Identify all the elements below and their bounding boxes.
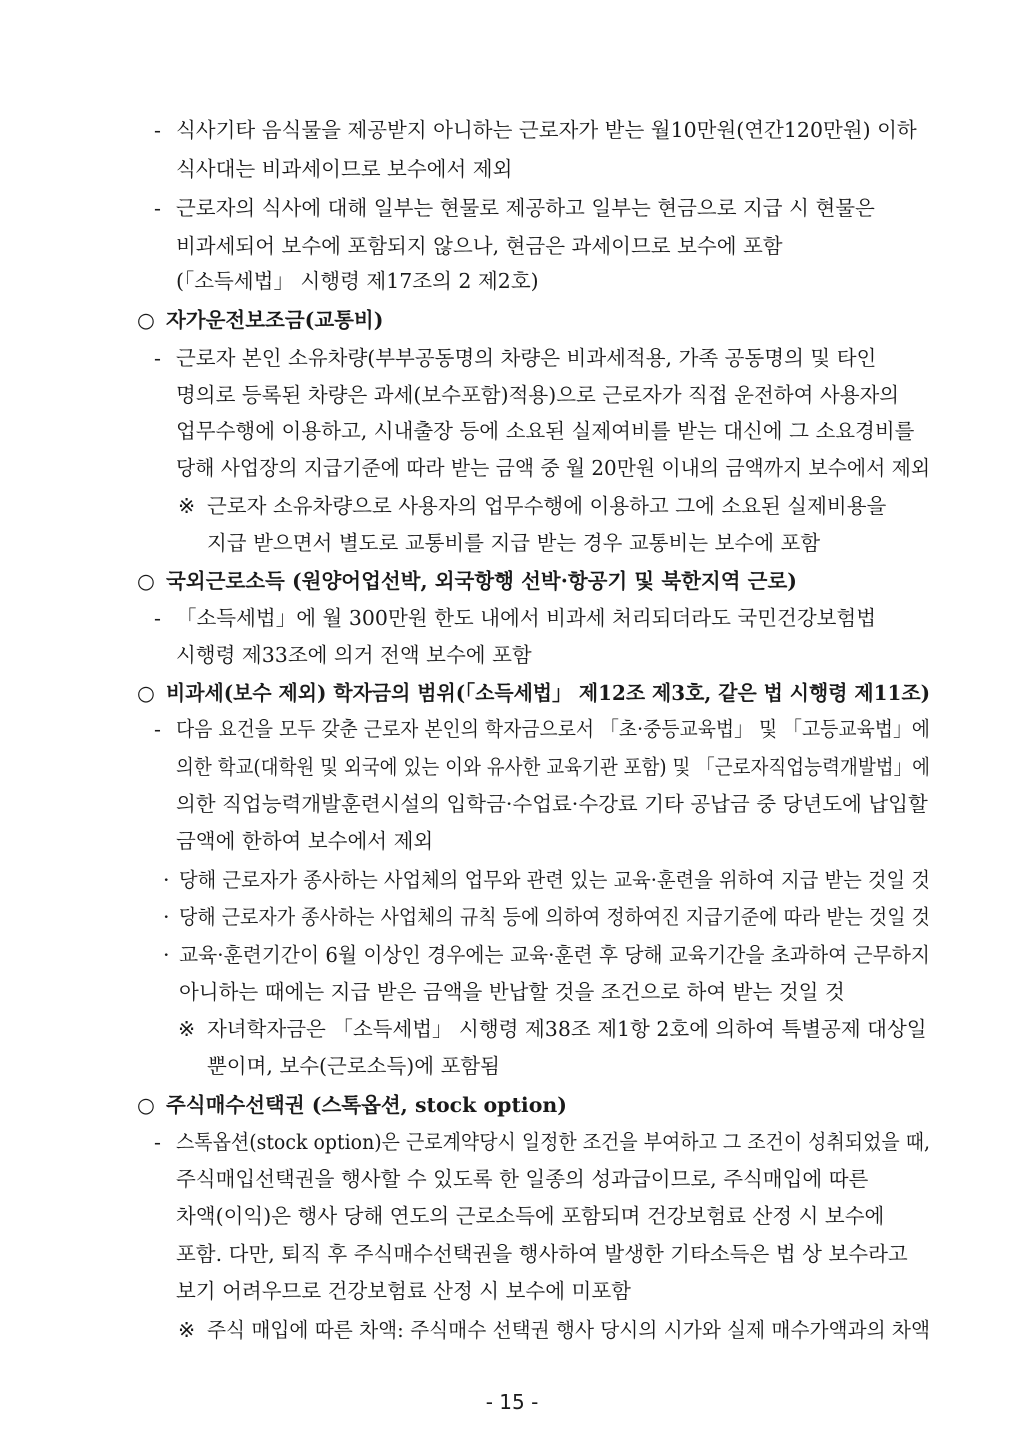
heading-text: 자가운전보조금(교통비) bbox=[166, 308, 384, 332]
line-marker: - bbox=[154, 196, 161, 220]
line-text: 명의로 등록된 차량은 과세(보수포함)적용)으로 근로자가 직접 운전하여 사용자의 bbox=[176, 383, 900, 407]
middle-dot-icon: · bbox=[163, 943, 170, 967]
heading-text: 비과세(보수 제외) 학자금의 범위(「소득세법」 제12조 제3호, 같은 법 시행령 제11조) bbox=[166, 681, 931, 705]
line-text: 보기 어려우므로 건강보험료 산정 시 보수에 미포함 bbox=[176, 1279, 631, 1303]
reference-mark-icon: ※ bbox=[178, 494, 196, 518]
line-text: 차액(이익)은 행사 당해 연도의 근로소득에 포함되며 건강보험료 산정 시 보수에 bbox=[176, 1204, 885, 1228]
requirement-text: 당해 근로자가 종사하는 사업체의 업무와 관련 있는 교육·훈련을 위하여 지급 받는 것일 것 bbox=[179, 868, 930, 892]
line-text: 당해 사업장의 지급기준에 따라 받는 금액 중 월 20만원 이내의 금액까지 보수에서 제외 bbox=[176, 456, 931, 480]
line-text: 다음 요건을 모두 갖춘 근로자 본인의 학자금으로서 「초·중등교육법」 및 「고등교육법」에 bbox=[176, 717, 931, 741]
line-text: 식사기타 음식물을 제공받지 아니하는 근로자가 받는 월10만원(연간120만원) 이하 bbox=[176, 118, 917, 142]
line-text: 스톡옵션(stock option)은 근로계약당시 일정한 조건을 부여하고 그 조건이 성취되었을 때, bbox=[176, 1130, 931, 1154]
middle-dot-icon: · bbox=[163, 905, 170, 929]
line-text: 아니하는 때에는 지급 받은 금액을 반납할 것을 조건으로 하여 받는 것일 것 bbox=[179, 980, 845, 1004]
line-text: 금액에 한하여 보수에서 제외 bbox=[176, 829, 434, 853]
circle-bullet-icon: ○ bbox=[137, 569, 155, 593]
circle-bullet-icon: ○ bbox=[137, 308, 155, 332]
line-text: 「소득세법」에 월 300만원 한도 내에서 비과세 처리되더라도 국민건강보험법 bbox=[176, 606, 877, 630]
line-text: 시행령 제33조에 의거 전액 보수에 포함 bbox=[176, 643, 532, 667]
line-text: 의한 직업능력개발훈련시설의 입학금·수업료·수강료 기타 공납금 중 당년도에 납입할 bbox=[176, 792, 928, 816]
heading-text: 국외근로소득 (원양어업선박, 외국항행 선박·항공기 및 북한지역 근로) bbox=[166, 569, 797, 593]
requirement-text: 당해 근로자가 종사하는 사업체의 규칙 등에 의하여 정하여진 지급기준에 따라 받는 것일 것 bbox=[179, 905, 930, 929]
line-text: 의한 학교(대학원 및 외국에 있는 이와 유사한 교육기관 포함) 및 「근로자직업능력개발법」에 bbox=[176, 755, 930, 779]
line-text: 업무수행에 이용하고, 시내출장 등에 소요된 실제여비를 받는 대신에 그 소요경비를 bbox=[176, 419, 915, 443]
line-text: 포함. 다만, 퇴직 후 주식매수선택권을 행사하여 발생한 기타소득은 법 상 보수라고 bbox=[176, 1242, 908, 1266]
note-text: 자녀학자금은 「소득세법」 시행령 제38조 제1항 2호에 의하여 특별공제 대상일 bbox=[207, 1017, 927, 1041]
line-text: 비과세되어 보수에 포함되지 않으나, 현금은 과세이므로 보수에 포함 bbox=[176, 234, 783, 258]
heading-text: 주식매수선택권 (스톡옵션, stock option) bbox=[166, 1093, 567, 1117]
circle-bullet-icon: ○ bbox=[137, 1093, 155, 1117]
line-text: 주식매입선택권을 행사할 수 있도록 한 일종의 성과급이므로, 주식매입에 따른 bbox=[176, 1167, 869, 1191]
reference-mark-icon: ※ bbox=[178, 1318, 196, 1342]
circle-bullet-icon: ○ bbox=[137, 681, 155, 705]
line-text: 근로자 본인 소유차량(부부공동명의 차량은 비과세적용, 가족 공동명의 및 타인 bbox=[176, 346, 877, 370]
line-text: (「소득세법」 시행령 제17조의 2 제2호) bbox=[176, 269, 539, 293]
line-text: 근로자의 식사에 대해 일부는 현물로 제공하고 일부는 현금으로 지급 시 현물은 bbox=[176, 196, 875, 220]
note-text: 지급 받으면서 별도로 교통비를 지급 받는 경우 교통비는 보수에 포함 bbox=[207, 531, 821, 555]
line-text: 식사대는 비과세이므로 보수에서 제외 bbox=[176, 157, 513, 181]
line-marker: - bbox=[154, 717, 161, 741]
note-text: 근로자 소유차량으로 사용자의 업무수행에 이용하고 그에 소요된 실제비용을 bbox=[207, 494, 887, 518]
line-marker: - bbox=[154, 606, 161, 630]
page-number: - 15 - bbox=[485, 1390, 539, 1414]
requirement-text: 교육·훈련기간이 6월 이상인 경우에는 교육·훈련 후 당해 교육기간을 초과하여 근무하지 bbox=[179, 943, 930, 967]
note-text: 뿐이며, 보수(근로소득)에 포함됨 bbox=[207, 1054, 500, 1078]
middle-dot-icon: · bbox=[163, 868, 170, 892]
line-marker: - bbox=[154, 346, 161, 370]
line-marker: - bbox=[154, 118, 161, 142]
line-marker: - bbox=[154, 1130, 161, 1154]
reference-mark-icon: ※ bbox=[178, 1017, 196, 1041]
note-text: 주식 매입에 따른 차액: 주식매수 선택권 행사 당시의 시가와 실제 매수가액과의 차액 bbox=[207, 1318, 931, 1342]
